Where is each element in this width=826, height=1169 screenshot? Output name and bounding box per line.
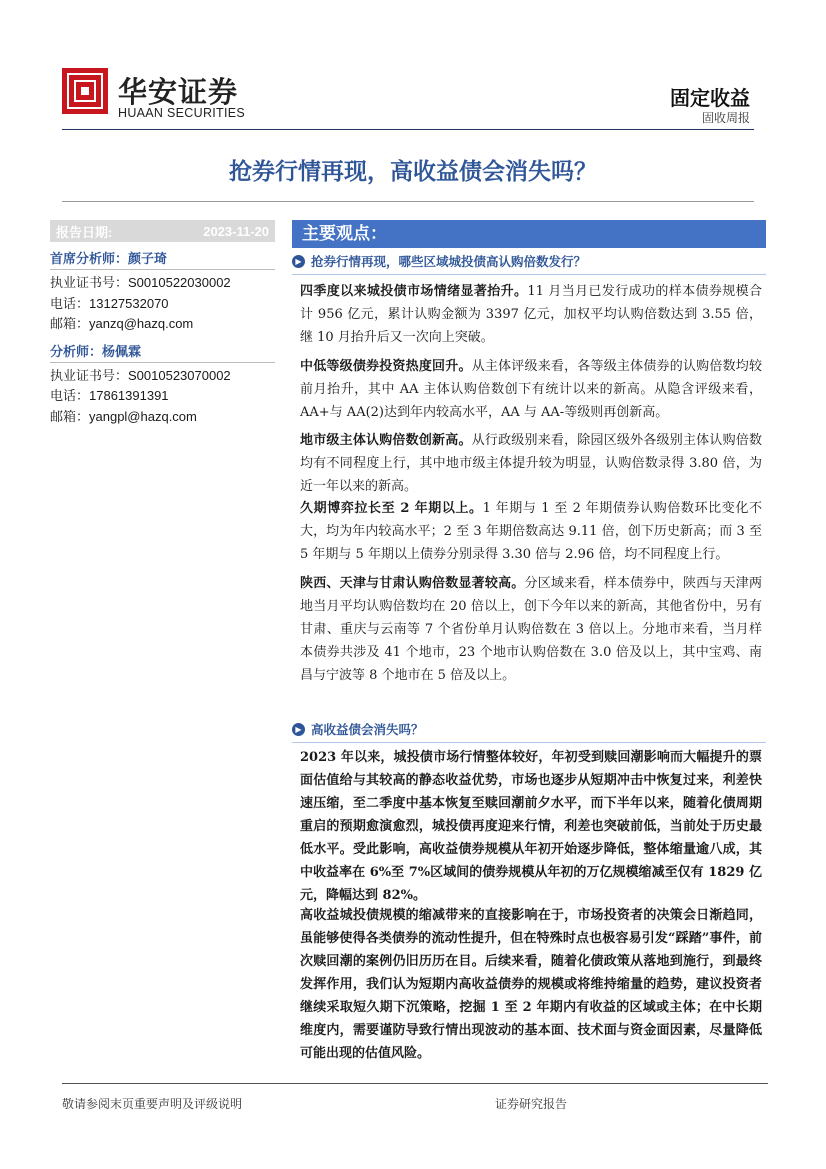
paragraph-lead: 中低等级债券投资热度回升。 [300, 359, 472, 374]
paragraph [300, 572, 762, 687]
paragraph [300, 429, 762, 498]
arrow-bullet-icon: ▶ [292, 255, 305, 268]
document-type: 固定收益 [670, 86, 750, 110]
section-bullet [292, 720, 766, 738]
paragraph-text: 从行政级别来看，除园区级外各级别主体认购倍数均有不同程度上行，其中地市级主体提升较为明显，认购倍数录得 3.80 倍，为近一年以来的新高。 [300, 433, 762, 494]
footer-label: 证券研究报告 [495, 1097, 568, 1111]
footer-disclaimer: 敬请参阅末页重要声明及评级说明 [62, 1097, 243, 1111]
document-subtype: 固收周报 [701, 111, 750, 125]
bullet-heading: 高收益债会消失吗？ [311, 722, 424, 737]
main-points [292, 220, 766, 275]
report-date-bar [50, 220, 275, 242]
paragraph [300, 355, 762, 424]
analyst-divider [50, 362, 275, 363]
report-date-value: 2023-11-20 [203, 223, 269, 239]
paragraph-text: 11 月当月已发行成功的样本债券规模合计 956 亿元，累计认购金额为 3397 亿元，加权平均认购倍数达到 3.55 倍，继 10 月抬升后又一次向上突破。 [300, 284, 762, 345]
header-divider [62, 129, 754, 130]
bullet-divider [292, 742, 766, 743]
second-section [292, 716, 766, 743]
analyst-sidebar [50, 220, 275, 427]
paragraph: 2023 年以来，城投债市场行情整体较好，年初受到赎回潮影响而大幅提升的票面估值给与其较高的静态收益优势，市场也逐步从短期冲击中恢复过来，利差快速压缩，至二季度中基本恢复至赎回潮前夕水平，而下半年以来，随着化债周期重启的预期愈演愈烈，城投债再度迎来行情，利差也突破前低，当前处于历史最低水平。受此影响，高收益债券规模从年初开始逐步降低，整体缩量逾八成，其中收益率在 6%至 7%区域间的债券规模从年初的万亿规模缩减至仅有 1829 亿元，降幅达到 82%。 [300, 750, 762, 903]
analyst-divider [50, 269, 275, 270]
title-divider [62, 201, 754, 202]
paragraph: 高收益城投债规模的缩减带来的直接影响在于，市场投资者的决策会日渐趋同，虽能够使得各类债券的流动性提升，但在特殊时点也极容易引发“踩踏”事件，前次赎回潮的案例仍旧历历在目。后续来看，随着化债政策从落地到施行，到最终发挥作用，我们认为短期内高收益债券的规模或将维持缩量的趋势，建议投资者继续采取短久期下沉策略，挖掘 1 至 2 年期内有收益的区域或主体；在中长期维度内，需要谨防导致行情出现波动的基本面、技术面与资金面因素，尽量降低可能出现的估值风险。 [300, 908, 762, 1061]
brand-name-en: HUAAN SECURITIES [118, 106, 246, 120]
section-bullet [292, 252, 766, 270]
arrow-bullet-icon: ▶ [292, 723, 305, 736]
paragraph-lead: 四季度以来城投债市场情绪显著抬升。 [300, 284, 528, 299]
analyst-cert: 执业证书号：S0010522030002 [50, 275, 231, 290]
brand-name-cn: 华安证券 [118, 75, 239, 109]
company-logo [62, 68, 108, 114]
footer-divider [62, 1083, 768, 1084]
paragraph-text: 分区域来看，样本债券中，陕西与天津两地当月平均认购倍数均在 20 倍以上，创下今年以来的新高，其他省份中，另有甘肃、重庆与云南等 7 个省份单月认购倍数在 3 倍以上。分地市来看，当月样本债券共涉及 41 个地市，23 个地市认购倍数在 3.0 倍及以上，其中宝鸡、南昌与宁波等 8 个地市在 5 倍及以上。 [300, 576, 762, 683]
paragraph-text: 1 年期与 1 至 2 年期债券认购倍数环比变化不大，均为年内较高水平；2 至 3 年期倍数高达 9.11 倍，创下历史新高；而 3 至 5 年期与 5 年期以上债券分别录得 3.30 倍与 2.96 倍，均不同程度上行。 [300, 501, 762, 562]
analyst-email[interactable]: 邮箱：yangpl@hazq.com [50, 408, 197, 424]
paragraph-lead: 地市级主体认购倍数创新高。 [300, 433, 472, 448]
paragraph-lead: 陕西、天津与甘肃认购倍数显著较高。 [300, 576, 525, 591]
analyst-email[interactable]: 邮箱：yanzq@hazq.com [50, 316, 194, 331]
report-title: 抢券行情再现，高收益债会消失吗？ [229, 158, 597, 185]
analyst-phone: 电话：13127532070 [50, 295, 169, 311]
bullet-heading: 抢券行情再现，哪些区域城投债高认购倍数发行？ [311, 254, 587, 269]
paragraph-lead: 久期博弈拉长至 2 年期以上。 [300, 501, 483, 516]
section-title-bar: 主要观点： [292, 220, 766, 248]
analyst-cert: 执业证书号：S0010523070002 [50, 367, 231, 383]
analyst-phone: 电话：17861391391 [50, 388, 169, 403]
report-date-label: 报告日期: [56, 224, 113, 240]
bullet-divider [292, 274, 766, 275]
paragraph [300, 497, 762, 566]
analyst-name: 首席分析师：颜子琦 [50, 251, 168, 266]
paragraph [300, 280, 762, 349]
paragraph-text: 从主体评级来看，各等级主体债券的认购倍数均较前月抬升，其中 AA 主体认购倍数创下有统计以来的新高。从隐含评级来看，AA+与 AA(2)达到年内较高水平，AA 与 AA-等级则再创新高。 [300, 359, 762, 420]
analyst-name: 分析师：杨佩霖 [50, 343, 142, 359]
